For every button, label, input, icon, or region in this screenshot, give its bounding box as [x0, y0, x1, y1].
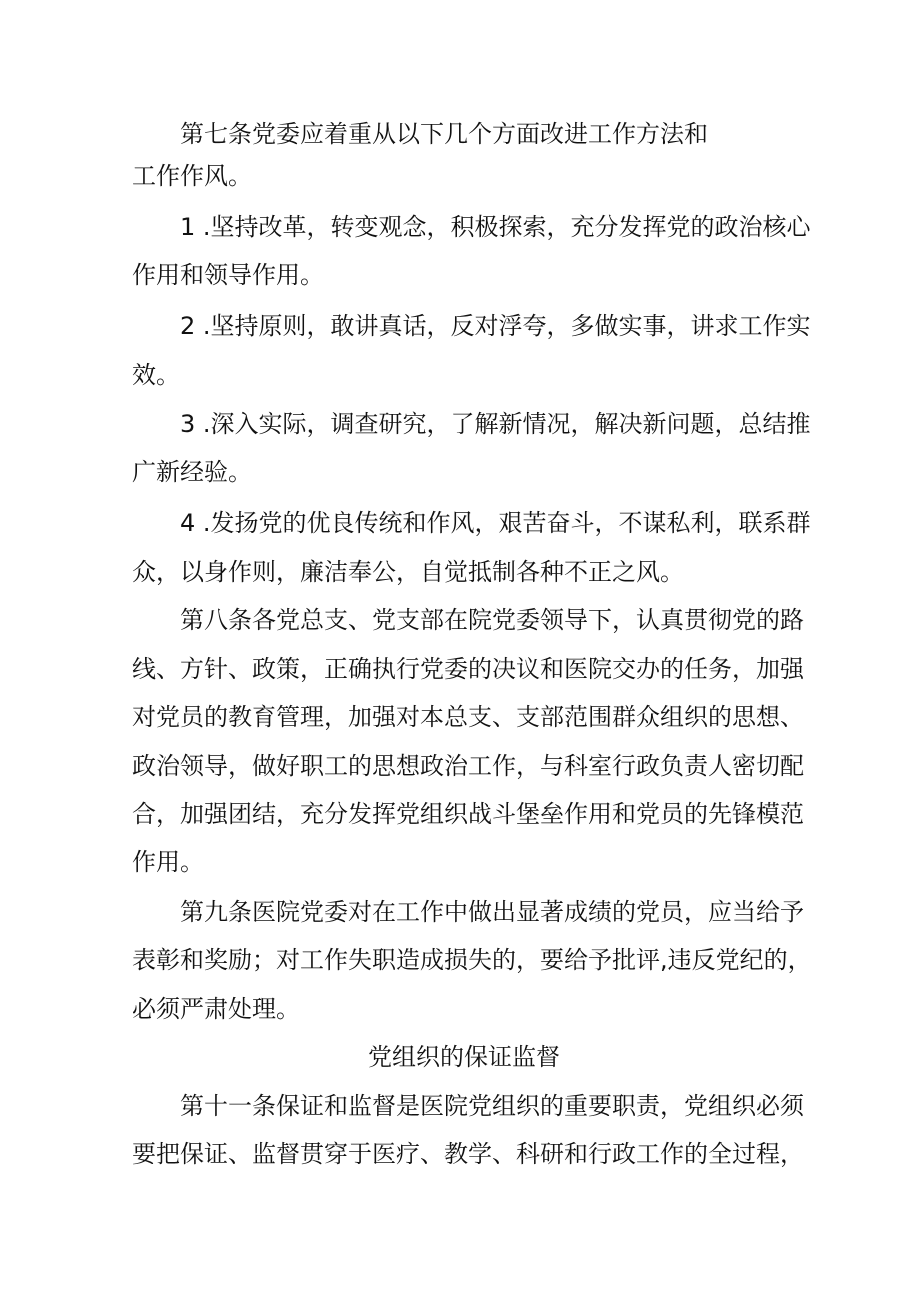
para-article9-line3: 必须严肃处理。 [132, 995, 300, 1023]
section-heading: 党组织的保证监督 [368, 1043, 560, 1071]
para-article8-line5: 合，加强团结，充分发挥党组织战斗堡垒作用和党员的先锋模范 [132, 800, 804, 828]
para-article7-line1: 第七条党委应着重从以下几个方面改进工作方法和 [180, 120, 708, 148]
para-article11-line2: 要把保证、监督贯穿于医疗、教学、科研和行政工作的全过程， [132, 1140, 804, 1168]
para-item2-line1: 2 .坚持原则，敢讲真话，反对浮夸，多做实事，讲求工作实 [180, 312, 811, 340]
para-item4-line1: 4 .发扬党的优良传统和作风，艰苦奋斗，不谋私利，联系群 [180, 509, 811, 537]
para-item2-line2: 效。 [132, 361, 180, 389]
para-article8-line4: 政治领导，做好职工的思想政治工作，与科室行政负责人密切配 [132, 752, 804, 780]
para-article8-line2: 线、方针、政策，正确执行党委的决议和医院交办的任务，加强 [132, 655, 804, 683]
para-article8-line1: 第八条各党总支、党支部在院党委领导下，认真贯彻党的路 [180, 606, 804, 634]
para-article8-line6: 作用。 [132, 848, 204, 876]
para-article7-line2: 工作作风。 [132, 162, 252, 190]
para-article9-line1: 第九条医院党委对在工作中做出显著成绩的党员，应当给予 [180, 898, 804, 926]
para-item1-line2: 作用和领导作用。 [132, 261, 324, 289]
para-item3-line1: 3 .深入实际，调查研究，了解新情况，解决新问题，总结推 [180, 410, 811, 438]
para-article11-line1: 第十一条保证和监督是医院党组织的重要职责，党组织必须 [180, 1092, 804, 1120]
para-item3-line2: 广新经验。 [132, 458, 252, 486]
para-item1-line1: 1 .坚持改革，转变观念，积极探索，充分发挥党的政治核心 [180, 213, 811, 241]
para-item4-line2: 众，以身作则，廉洁奉公，自觉抵制各种不正之风。 [132, 558, 684, 586]
para-article8-line3: 对党员的教育管理，加强对本总支、支部范围群众组织的思想、 [132, 703, 804, 731]
para-article9-line2: 表彰和奖励；对工作失职造成损失的，要给予批评,违反党纪的， [132, 946, 812, 974]
